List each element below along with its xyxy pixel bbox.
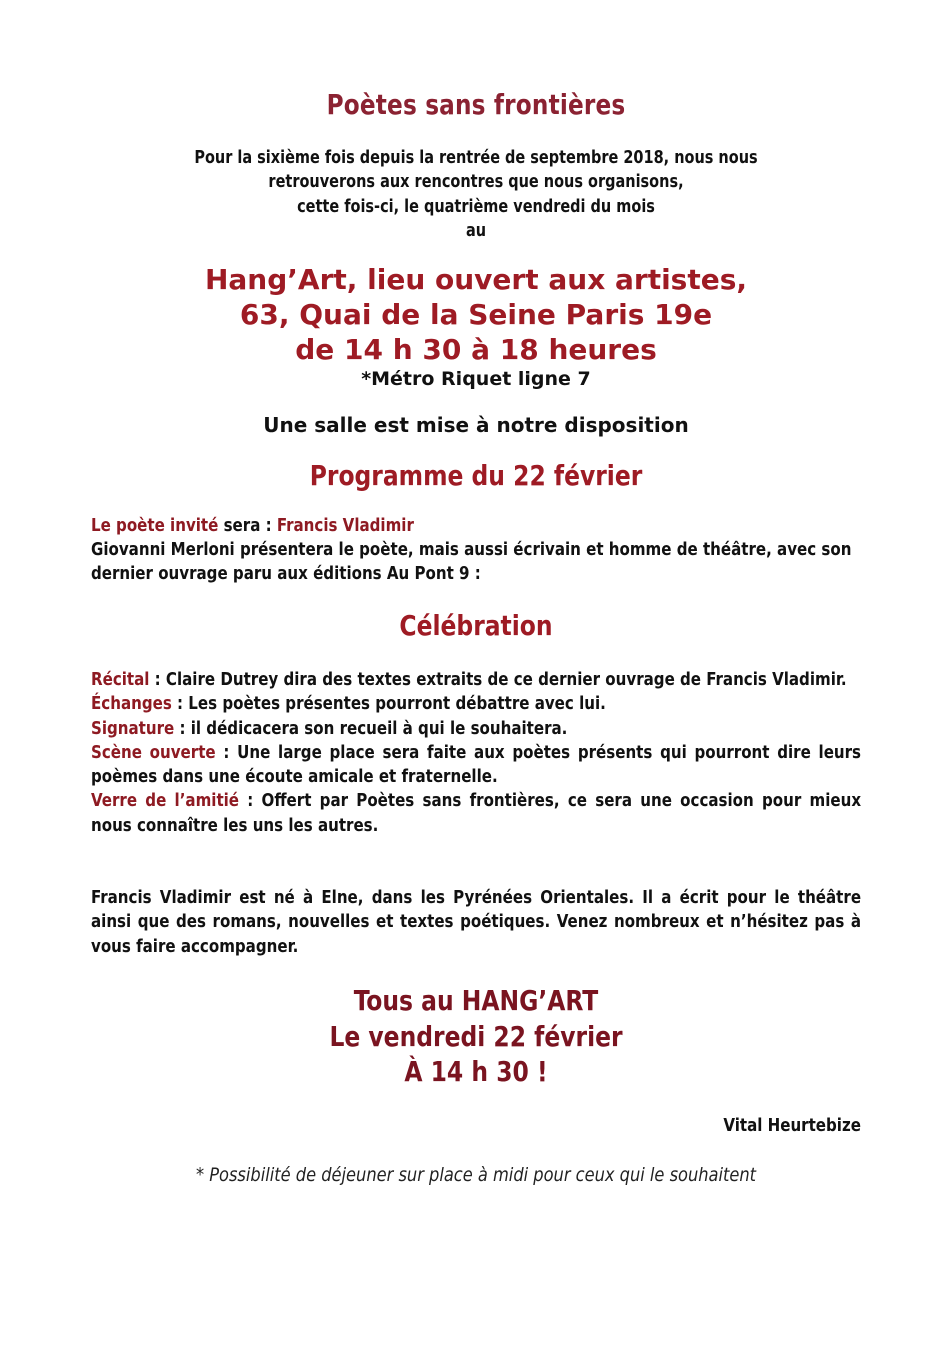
programme-item-label: Récital [91,669,150,690]
book-title: Célébration [399,609,553,642]
programme-item-text: : Les poètes présentes pourront débattre avec lui. [171,693,606,715]
programme-item [91,741,861,790]
intro-paragraph [122,146,830,243]
programme-title: Programme du 22 février [309,459,643,492]
venue-name: Hang’Art, lieu ouvert aux artistes, [204,263,748,296]
programme-item-text: : Offert par Poètes sans frontières, ce sera une occasion pour mieux nous connaître les uns les autres. [91,790,862,836]
guest-connector: sera : [218,515,277,536]
guest-label: Le poète invité [91,515,219,536]
programme-item-label: Signature [91,717,175,739]
author-signature: Vital Heurtebize [723,1115,861,1136]
programme-item [91,717,861,741]
programme-item-text: : Claire Dutrey dira des textes extraits de ce dernier ouvrage de Francis Vladimir. [149,669,847,690]
metro-info: *Métro Riquet ligne 7 [361,368,591,390]
programme-item-text: : Une large place sera faite aux poètes présents qui pourront dire leurs poèmes dans une écoute amicale et fraternelle. [91,741,862,788]
programme-item-text: : il dédicacera son recueil à qui le souhaitera. [174,717,568,739]
venue-address: 63, Quai de la Seine Paris 19e [239,298,713,331]
programme-item [91,668,861,692]
venue-hours: de 14 h 30 à 18 heures [295,333,657,366]
venue-block [91,262,861,367]
programme-item-label: Scène ouverte [91,741,216,763]
document-title: Poètes sans frontières [326,88,626,121]
guest-name: Francis Vladimir [276,515,414,536]
guest-presentation: Giovanni Merloni présentera le poète, mais aussi écrivain et homme de théâtre, avec son dernier ouvrage paru aux éditions Au Pont 9 : [91,539,852,584]
closing-line: Tous au HANG’ART [353,984,599,1017]
programme-item-label: Échanges [91,693,172,715]
closing-line: Le vendredi 22 février [329,1019,623,1053]
intro-line: cette fois-ci, le quatrième vendredi du mois [297,196,655,217]
biography-text: Francis Vladimir est né à Elne, dans les Pyrénées Orientales. Il a écrit pour le théâtre ainsi que des romans, nouvelles et textes poétiques. Venez nombreux et n’hésitez pas à vous faire accompagner. [91,887,862,957]
intro-line: retrouverons aux rencontres que nous organisons, [268,172,684,193]
guest-section [91,514,852,586]
programme-item [91,692,861,716]
guest-line [91,514,816,538]
programme-item [91,789,861,838]
intro-line: au [465,220,487,241]
footnote: * Possibilité de déjeuner sur place à midi pour ceux qui le souhaitent [195,1164,757,1186]
closing-block [118,983,834,1090]
intro-line: Pour la sixième fois depuis la rentrée de septembre 2018, nous nous [194,148,758,168]
poet-biography [91,886,861,959]
room-info: Une salle est mise à notre disposition [263,413,689,437]
closing-line: À 14 h 30 ! [404,1055,548,1088]
programme-list [91,668,861,838]
programme-item-label: Verre de l’amitié [91,790,240,812]
